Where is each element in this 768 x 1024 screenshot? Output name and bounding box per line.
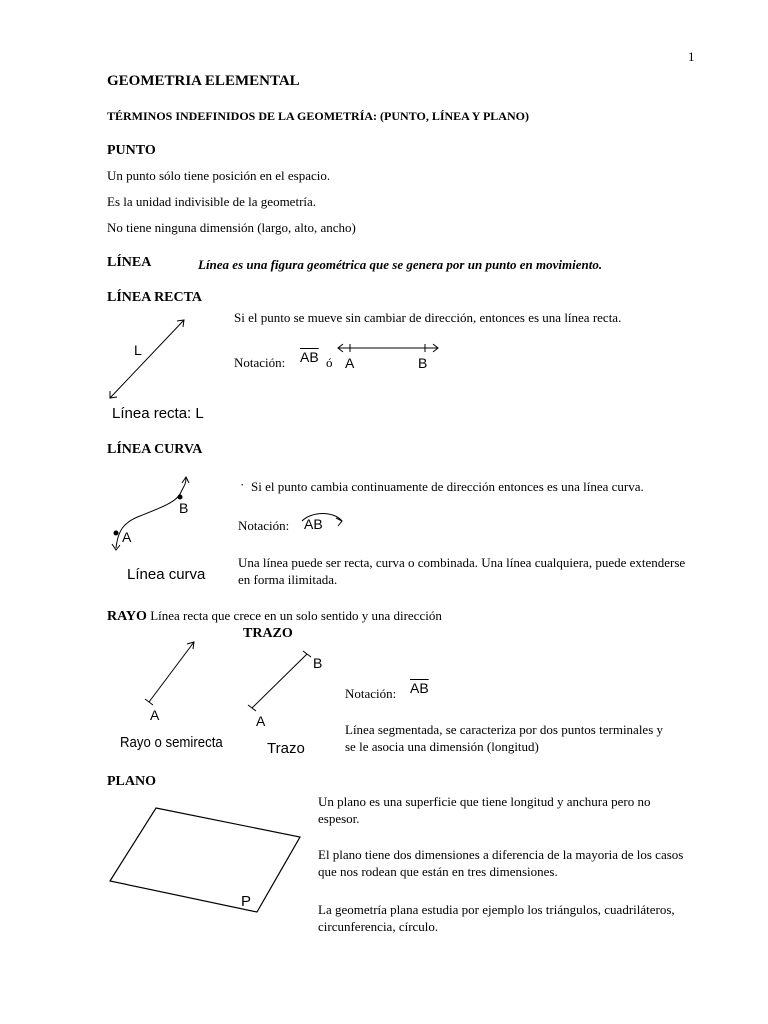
rayo-caption: Rayo o semirecta (120, 734, 223, 751)
linea-curva-point-a: A (122, 529, 132, 545)
trazo-point-b: B (313, 655, 323, 671)
document-title: GEOMETRIA ELEMENTAL (107, 73, 300, 89)
rayo-definition: Línea recta que crece en un solo sentido y una dirección (150, 608, 442, 623)
linea-recta-letter: L (134, 342, 142, 358)
plano-point-label: P (241, 893, 252, 910)
plano-paragraph-3: La geometría plana estudia por ejemplo los triángulos, cuadriláteros, circunferencia, círculo. (318, 902, 675, 934)
linea-curva-notation-symbol: AB (304, 516, 323, 532)
linea-recta-notation-label: Notación: (234, 355, 286, 370)
linea-curva-caption: Línea curva (127, 566, 206, 583)
linea-curva-notation-label: Notación: (238, 518, 290, 533)
trazo-caption: Trazo (267, 740, 305, 757)
plano-paragraph-2: El plano tiene dos dimensiones a diferencia de la mayoria de los casos que nos rodean que están en tres dimensiones. (318, 847, 684, 879)
linea-curva-text: Si el punto cambia continuamente de dirección entonces es una línea curva. (251, 479, 644, 494)
trazo-notation-label: Notación: (345, 686, 397, 701)
linea-curva-extra-text: Una línea puede ser recta, curva o combinada. Una línea cualquiera, puede extenderse en forma ilimitada. (238, 555, 686, 587)
linea-recta-notation-symbol: $\overline{AB}$ (300, 349, 319, 365)
punto-heading: PUNTO (107, 143, 156, 158)
linea-heading: LÍNEA (107, 255, 152, 270)
linea-curva-point-b: B (179, 500, 189, 516)
plano-heading: PLANO (107, 774, 156, 789)
punto-line-1: Un punto sólo tiene posición en el espacio. (107, 168, 331, 183)
linea-curva-heading: LÍNEA CURVA (107, 442, 203, 457)
linea-recta-caption: Línea recta: L (112, 405, 204, 422)
trazo-heading: TRAZO (243, 626, 293, 641)
rayo-heading: RAYO (107, 609, 147, 624)
trazo-notation-symbol: $\overline{AB}$ (410, 680, 429, 696)
document-subtitle: TÉRMINOS INDEFINIDOS DE LA GEOMETRÍA: (PUNTO, LÍNEA Y PLANO) (107, 109, 529, 123)
punto-line-2: Es la unidad indivisible de la geometría. (107, 194, 317, 209)
trazo-point-a: A (256, 713, 266, 729)
linea-recta-point-b: B (418, 355, 428, 371)
punto-line-3: No tiene ninguna dimensión (largo, alto, ancho) (107, 220, 356, 235)
linea-curva-bullet: · (240, 477, 245, 492)
trazo-text: Línea segmentada, se caracteriza por dos puntos terminales y se le asocia una dimensión (longitud) (345, 722, 664, 754)
linea-recta-point-a: A (345, 355, 355, 371)
plano-paragraph-1: Un plano es una superficie que tiene longitud y anchura pero no espesor. (318, 794, 651, 826)
rayo-point-a: A (150, 707, 160, 723)
page-number: 1 (688, 49, 695, 64)
linea-definition: Línea es una figura geométrica que se genera por un punto en movimiento. (198, 257, 603, 272)
linea-recta-or: ó (326, 355, 333, 370)
linea-recta-heading: LÍNEA RECTA (107, 290, 203, 305)
linea-recta-text: Si el punto se mueve sin cambiar de dirección, entonces es una línea recta. (234, 310, 622, 325)
